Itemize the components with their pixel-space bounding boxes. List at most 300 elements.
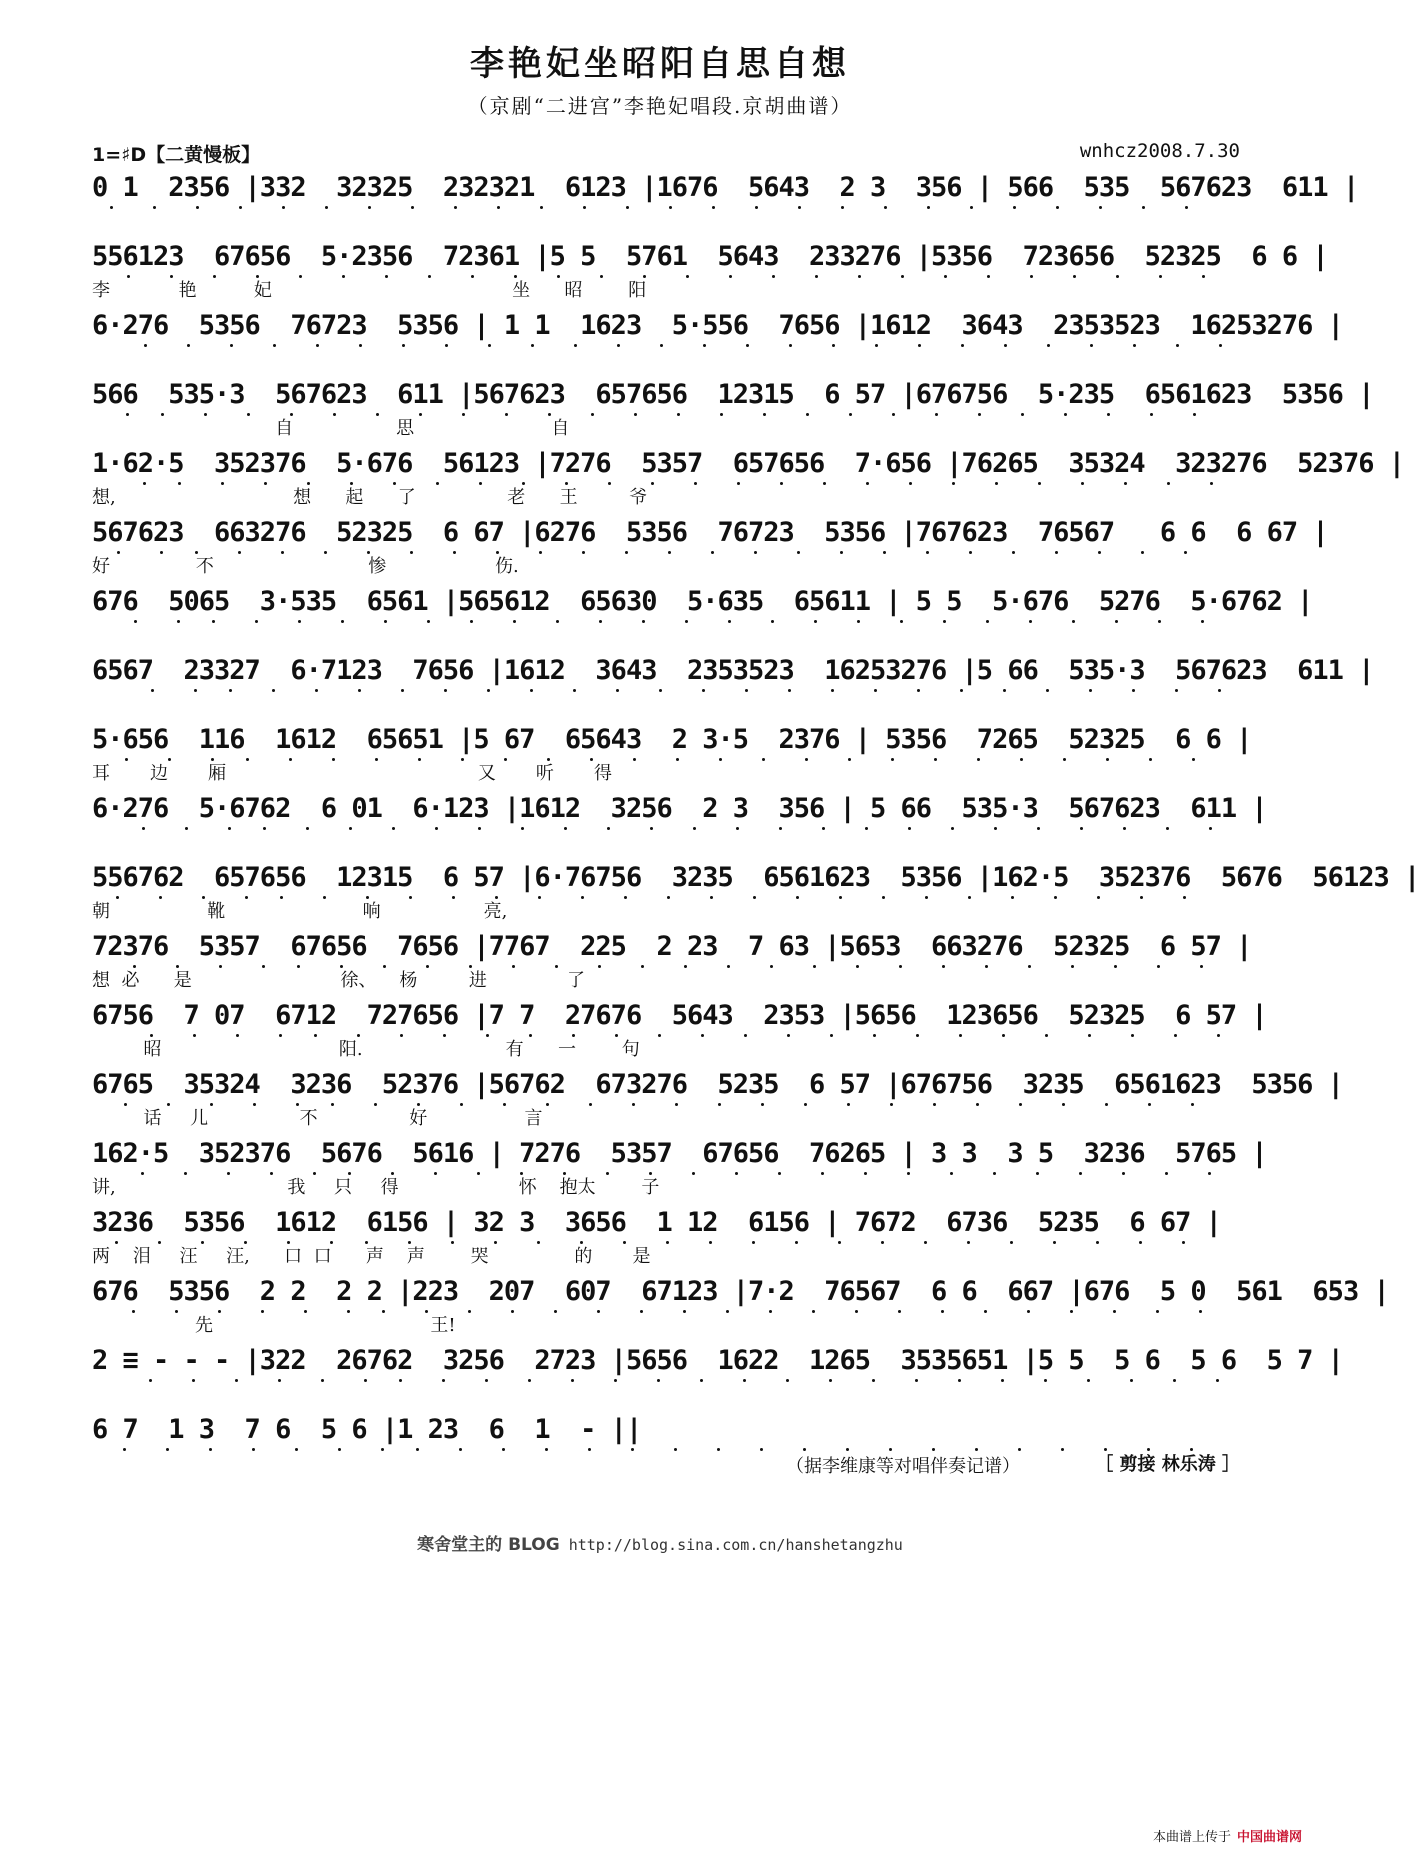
octave-dot (959, 1034, 962, 1037)
octave-dot (520, 1172, 523, 1175)
octave-dot (546, 1103, 549, 1106)
octave-dot (643, 275, 646, 278)
octave-dot (1201, 620, 1204, 623)
octave-dot (657, 1379, 660, 1382)
notation-line: 6567 23327 6·7123 7656 |1612 3643 2353523 16253276 |5 66 535·3 567623 611 | (92, 655, 1374, 686)
octave-dot (666, 1241, 669, 1244)
octave-dot (477, 1172, 480, 1175)
octave-dot (1140, 896, 1143, 899)
octave-dot (606, 1172, 609, 1175)
score-row (92, 927, 1252, 991)
score-row (92, 1272, 1389, 1336)
octave-dot (838, 1241, 841, 1244)
octave-dot (1079, 1172, 1082, 1175)
octave-dot (1218, 689, 1221, 692)
octave-dot (471, 275, 474, 278)
octave-dot (795, 1241, 798, 1244)
octave-dot (453, 551, 456, 554)
octave-dot (729, 275, 732, 278)
octave-dot (261, 1310, 264, 1313)
lyric-line: 先 王! (92, 1315, 456, 1336)
octave-dot (201, 1241, 204, 1244)
octave-dot (1073, 275, 1076, 278)
octave-dot (375, 758, 378, 761)
octave-dot (315, 689, 318, 692)
octave-dot (1167, 482, 1170, 485)
octave-dot (1106, 758, 1109, 761)
octave-dot (726, 1310, 729, 1313)
octave-dot (942, 965, 945, 968)
octave-dot (170, 275, 173, 278)
octave-dot (915, 1379, 918, 1382)
octave-dot (227, 1172, 230, 1175)
octave-dot (909, 482, 912, 485)
octave-dot (436, 482, 439, 485)
octave-dot (144, 344, 147, 347)
lyric-line (92, 1452, 1232, 1476)
octave-dot (1131, 1034, 1134, 1037)
octave-dot (159, 896, 162, 899)
octave-dot (640, 1310, 643, 1313)
notation-line: 6765 35324 3236 52376 |56762 673276 5235 6 57 |676756 3235 6561623 5356 | (92, 1069, 1343, 1100)
octave-dot (1029, 620, 1032, 623)
octave-dot (282, 206, 285, 209)
octave-dot (212, 620, 215, 623)
octave-dot (822, 827, 825, 830)
arranger-credit: ［ 剪接 林乐涛 ］ (1095, 1454, 1240, 1475)
octave-dot (401, 689, 404, 692)
octave-dot (426, 965, 429, 968)
octave-dot (694, 482, 697, 485)
octave-dot (149, 1379, 152, 1382)
octave-dot (513, 620, 516, 623)
octave-dot (932, 1448, 935, 1451)
lyric-line: 耳 边 厢 又 听 得 (92, 763, 612, 784)
octave-dot (899, 965, 902, 968)
octave-dot (985, 965, 988, 968)
octave-dot (399, 1379, 402, 1382)
octave-dot (143, 482, 146, 485)
score-row (92, 651, 1374, 715)
octave-dot (1090, 344, 1093, 347)
octave-dot (1001, 1379, 1004, 1382)
lyric-line (92, 1383, 1232, 1407)
octave-dot (660, 344, 663, 347)
octave-dot (299, 275, 302, 278)
octave-dot (503, 1103, 506, 1106)
octave-dot (771, 620, 774, 623)
octave-dot (977, 758, 980, 761)
octave-dot (600, 275, 603, 278)
octave-dot (290, 413, 293, 416)
octave-dot (1148, 1103, 1151, 1106)
octave-dot (667, 896, 670, 899)
score-row (92, 444, 1404, 508)
octave-dot (823, 482, 826, 485)
upload-text: 本曲谱上传于 (1152, 1830, 1231, 1845)
octave-dot (994, 827, 997, 830)
octave-dot (350, 482, 353, 485)
notation-line: 72376 5357 67656 7656 |7767 225 2 23 7 63 |5653 663276 52325 6 57 | (92, 931, 1252, 962)
octave-dot (846, 1448, 849, 1451)
octave-dot (881, 1241, 884, 1244)
octave-dot (797, 551, 800, 554)
octave-dot (668, 551, 671, 554)
octave-dot (1055, 551, 1058, 554)
octave-dot (625, 551, 628, 554)
octave-dot (632, 1103, 635, 1106)
octave-dot (1027, 1310, 1030, 1313)
octave-dot (735, 1172, 738, 1175)
octave-dot (313, 1172, 316, 1175)
octave-dot (1115, 620, 1118, 623)
octave-dot (402, 344, 405, 347)
octave-dot (487, 689, 490, 692)
octave-dot (1208, 1172, 1211, 1175)
octave-dot (1165, 1172, 1168, 1175)
octave-dot (865, 827, 868, 830)
octave-dot (1139, 1241, 1142, 1244)
octave-dot (849, 413, 852, 416)
octave-dot (779, 827, 782, 830)
octave-dot (755, 206, 758, 209)
octave-dot (1159, 275, 1162, 278)
octave-dot (1124, 482, 1127, 485)
octave-dot (617, 344, 620, 347)
octave-dot (995, 482, 998, 485)
octave-dot (701, 1034, 704, 1037)
octave-dot (314, 1034, 317, 1037)
site-footer (1153, 1826, 1302, 1845)
lyric-line: 讲, 我 只 得 怀 抱太 子 (92, 1177, 660, 1198)
octave-dot (598, 965, 601, 968)
octave-dot (976, 1103, 979, 1106)
octave-dot (445, 344, 448, 347)
octave-dot (235, 1379, 238, 1382)
octave-dot (821, 1172, 824, 1175)
notation-line: 5·656 116 1612 65651 |5 67 65643 2 3·5 2376 | 5356 7265 52325 6 6 | (92, 724, 1252, 755)
octave-dot (709, 1241, 712, 1244)
octave-dot (263, 827, 266, 830)
score-row (92, 306, 1343, 370)
octave-dot (411, 206, 414, 209)
octave-dot (281, 551, 284, 554)
octave-dot (478, 827, 481, 830)
octave-dot (1072, 620, 1075, 623)
octave-dot (597, 1310, 600, 1313)
octave-dot (556, 620, 559, 623)
octave-dot (1097, 896, 1100, 899)
octave-dot (659, 689, 662, 692)
octave-dot (1028, 965, 1031, 968)
octave-dot (270, 1172, 273, 1175)
octave-dot (658, 1034, 661, 1037)
octave-dot (262, 965, 265, 968)
octave-dot (289, 758, 292, 761)
octave-dot (425, 1310, 428, 1313)
octave-dot (1080, 827, 1083, 830)
octave-dot (178, 482, 181, 485)
octave-dot (599, 620, 602, 623)
octave-dot (650, 827, 653, 830)
octave-dot (529, 1034, 532, 1037)
octave-dot (342, 275, 345, 278)
octave-dot (934, 758, 937, 761)
octave-dot (1054, 896, 1057, 899)
author-date: wnhcz2008.7.30 (1079, 140, 1240, 162)
octave-dot (511, 1310, 514, 1313)
octave-dot (1087, 1379, 1090, 1382)
octave-dot (1209, 827, 1212, 830)
octave-dot (1089, 689, 1092, 692)
octave-dot (168, 758, 171, 761)
octave-dot (753, 896, 756, 899)
octave-dot (591, 413, 594, 416)
octave-dot (539, 551, 542, 554)
lyric-line (92, 624, 1232, 648)
octave-dot (391, 1172, 394, 1175)
octave-dot (866, 482, 869, 485)
octave-dot (512, 965, 515, 968)
octave-dot (496, 551, 499, 554)
octave-dot (124, 1103, 127, 1106)
octave-dot (247, 413, 250, 416)
lyric-line: 自 思 自 (92, 418, 570, 439)
octave-dot (1192, 758, 1195, 761)
octave-dot (677, 413, 680, 416)
notation-line: 6·276 5·6762 6 01 6·123 |1612 3256 2 3 356 | 5 66 535·3 567623 611 | (92, 793, 1267, 824)
octave-dot (1176, 344, 1179, 347)
octave-dot (434, 1172, 437, 1175)
score-row (92, 858, 1419, 922)
octave-dot (272, 689, 275, 692)
octave-dot (651, 482, 654, 485)
octave-dot (1018, 1448, 1021, 1451)
octave-dot (975, 1448, 978, 1451)
octave-dot (702, 689, 705, 692)
octave-dot (204, 413, 207, 416)
page-subtitle: （京剧“二进宫”李艳妃唱段.京胡曲谱） (467, 94, 853, 118)
octave-dot (814, 620, 817, 623)
octave-dot (1030, 275, 1033, 278)
octave-dot (1098, 551, 1101, 554)
octave-dot (1191, 1103, 1194, 1106)
octave-dot (712, 206, 715, 209)
octave-dot (711, 551, 714, 554)
octave-dot (230, 344, 233, 347)
octave-dot (958, 1379, 961, 1382)
octave-dot (736, 827, 739, 830)
octave-dot (228, 827, 231, 830)
octave-dot (581, 896, 584, 899)
octave-dot (841, 206, 844, 209)
blog-url: http://blog.sina.com.cn/hanshetangzhu (568, 1536, 903, 1554)
octave-dot (1122, 1172, 1125, 1175)
octave-dot (590, 758, 593, 761)
octave-dot (804, 1103, 807, 1106)
octave-dot (829, 1379, 832, 1382)
octave-dot (882, 896, 885, 899)
octave-dot (769, 1310, 772, 1313)
octave-dot (763, 413, 766, 416)
octave-dot (812, 1310, 815, 1313)
octave-dot (324, 551, 327, 554)
octave-dot (864, 1172, 867, 1175)
octave-dot (417, 1103, 420, 1106)
transcription-credit: （据李维康等对唱伴奏记谱） (786, 1456, 1020, 1477)
octave-dot (615, 1034, 618, 1037)
octave-dot (229, 689, 232, 692)
octave-dot (1113, 1310, 1116, 1313)
octave-dot (1013, 206, 1016, 209)
octave-dot (340, 965, 343, 968)
octave-dot (1099, 206, 1102, 209)
octave-dot (479, 482, 482, 485)
notation-line: 1·62·5 352376 5·676 56123 |7276 5357 657656 7·656 |76265 35324 323276 52376 | (92, 448, 1404, 479)
octave-dot (676, 758, 679, 761)
octave-dot (1216, 1379, 1219, 1382)
octave-dot (719, 758, 722, 761)
octave-dot (744, 1034, 747, 1037)
octave-dot (187, 344, 190, 347)
octave-dot (1053, 1241, 1056, 1244)
octave-dot (428, 275, 431, 278)
octave-dot (393, 482, 396, 485)
octave-dot (1182, 1241, 1185, 1244)
octave-dot (924, 1241, 927, 1244)
octave-dot (485, 1379, 488, 1382)
notation-line: 676 5356 2 2 2 2 |223 207 607 67123 |7·2 76567 6 6 667 |676 5 0 561 653 | (92, 1276, 1389, 1307)
octave-dot (531, 344, 534, 347)
octave-dot (580, 1241, 583, 1244)
octave-dot (1174, 1034, 1177, 1037)
octave-dot (634, 413, 637, 416)
octave-dot (374, 1103, 377, 1106)
octave-dot (142, 827, 145, 830)
octave-dot (384, 620, 387, 623)
octave-dot (470, 620, 473, 623)
octave-dot (1157, 965, 1160, 968)
octave-dot (710, 896, 713, 899)
octave-dot (1062, 1103, 1065, 1106)
octave-dot (1183, 896, 1186, 899)
octave-dot (675, 1103, 678, 1106)
octave-dot (943, 620, 946, 623)
octave-dot (213, 275, 216, 278)
octave-dot (176, 965, 179, 968)
octave-dot (557, 275, 560, 278)
octave-dot (856, 965, 859, 968)
octave-dot (872, 1379, 875, 1382)
octave-dot (245, 896, 248, 899)
octave-dot (830, 1034, 833, 1037)
octave-dot (333, 413, 336, 416)
octave-dot (798, 206, 801, 209)
octave-dot (737, 482, 740, 485)
octave-dot (623, 1241, 626, 1244)
lyric-line (92, 210, 1232, 234)
octave-dot (358, 689, 361, 692)
octave-dot (624, 896, 627, 899)
octave-dot (754, 551, 757, 554)
octave-dot (1047, 344, 1050, 347)
lyric-line: 话 儿 不 好 言 (92, 1108, 543, 1129)
octave-dot (1156, 1310, 1159, 1313)
octave-dot (321, 1379, 324, 1382)
lyric-line: 昭 阳. 有 一 句 (92, 1039, 640, 1060)
octave-dot (366, 896, 369, 899)
octave-dot (907, 1172, 910, 1175)
octave-dot (788, 689, 791, 692)
octave-dot (772, 275, 775, 278)
octave-dot (815, 275, 818, 278)
octave-dot (451, 1241, 454, 1244)
octave-dot (115, 1241, 118, 1244)
octave-dot (287, 1241, 290, 1244)
octave-dot (1061, 1448, 1064, 1451)
octave-dot (348, 1172, 351, 1175)
octave-dot (298, 620, 301, 623)
octave-dot (1193, 413, 1196, 416)
octave-dot (1071, 965, 1074, 968)
octave-dot (381, 1448, 384, 1451)
octave-dot (984, 1310, 987, 1313)
octave-dot (1063, 758, 1066, 761)
octave-dot (608, 482, 611, 485)
octave-dot (244, 1241, 247, 1244)
octave-dot (253, 1103, 256, 1106)
page-title: 李艳妃坐昭阳自思自想 (470, 44, 850, 84)
octave-dot (192, 1379, 195, 1382)
octave-dot (452, 896, 455, 899)
notation-line: 6756 7 07 6712 727656 |7 7 27676 5643 2353 |5656 123656 52325 6 57 | (92, 1000, 1267, 1031)
octave-dot (246, 758, 249, 761)
octave-dot (1202, 275, 1205, 278)
octave-dot (368, 206, 371, 209)
notation-line: 567623 663276 52325 6 67 |6276 5356 76723 5356 |767623 76567 6 6 6 67 | (92, 517, 1328, 548)
lyric-line (92, 693, 1232, 717)
octave-dot (547, 758, 550, 761)
octave-dot (583, 206, 586, 209)
octave-dot (123, 1448, 126, 1451)
octave-dot (211, 758, 214, 761)
octave-dot (960, 689, 963, 692)
octave-dot (901, 275, 904, 278)
octave-dot (925, 896, 928, 899)
notation-line: 6 7 1 3 7 6 5 6 |1 23 6 1 - || (92, 1414, 642, 1445)
octave-dot (486, 1034, 489, 1037)
lyric-line: 想 必 是 徐、 杨 进 了 (92, 970, 586, 991)
notation-line: 3236 5356 1612 6156 | 32 3 3656 1 12 6156 | 7672 6736 5235 6 67 | (92, 1207, 1221, 1238)
octave-dot (840, 551, 843, 554)
octave-dot (125, 758, 128, 761)
octave-dot (891, 758, 894, 761)
octave-dot (1158, 620, 1161, 623)
octave-dot (385, 275, 388, 278)
octave-dot (443, 1034, 446, 1037)
octave-dot (952, 482, 955, 485)
octave-dot (279, 1034, 282, 1037)
octave-dot (347, 1310, 350, 1313)
octave-dot (127, 275, 130, 278)
octave-dot (1002, 1034, 1005, 1037)
octave-dot (161, 413, 164, 416)
octave-dot (950, 1172, 953, 1175)
octave-dot (202, 896, 205, 899)
octave-dot (873, 1034, 876, 1037)
octave-dot (805, 758, 808, 761)
octave-dot (563, 1172, 566, 1175)
